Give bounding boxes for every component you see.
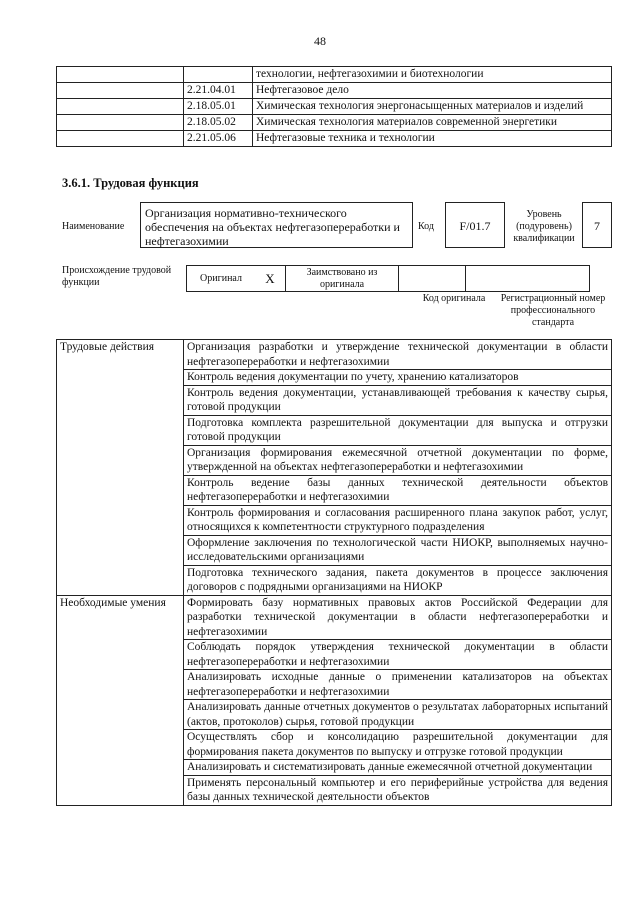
table-row [57, 131, 612, 147]
specialty-name: Нефтегазовые техника и технологии [253, 131, 612, 147]
skill-item: Анализировать и систематизировать данные ежемесячной отчетной документации [184, 760, 612, 776]
labor-actions-label: Трудовые действия [57, 340, 184, 596]
section-title: 3.6.1. Трудовая функция [62, 176, 199, 190]
specialty-name: Нефтегазовое дело [253, 83, 612, 99]
original-code-cell [399, 266, 466, 292]
labor-action-item: Оформление заключения по технологической части НИОКР, выполняемых научно-исследовательскими организациями [184, 535, 612, 565]
original-label: Оригинал [187, 266, 256, 292]
table-row [57, 83, 612, 99]
table-cell [57, 99, 184, 115]
labor-action-item: Подготовка технического задания, пакета документов в процессе заключения договоров с подрядными организациями на НИОКР [184, 565, 612, 595]
skills-label: Необходимые умения [57, 595, 184, 805]
labor-action-item: Контроль ведение базы данных технической деятельности объектов нефтегазопереработки и нефтегазохимии [184, 475, 612, 505]
labor-action-item: Организация формирования ежемесячной отчетной документации по форме, утвержденной на объектах нефтегазопереработки и нефтегазохимии [184, 445, 612, 475]
skill-item: Анализировать исходные данные о применении катализаторов на объектах нефтегазопереработки и нефтегазохимии [184, 670, 612, 700]
specialty-code: 2.18.05.02 [184, 115, 253, 131]
skill-item: Формировать базу нормативных правовых актов Российской Федерации для разработки технической документации в области нефтегазопереработки и нефтегазохимии [184, 595, 612, 640]
table-row [57, 115, 612, 131]
level-label: Уровень (подуровень) квалификации [513, 209, 575, 244]
function-code: F/01.7 [445, 202, 505, 248]
labor-action-item: Организация разработки и утверждение технической документации в области нефтегазопереработки и нефтегазохимии [184, 340, 612, 370]
table-row [57, 99, 612, 115]
table-row [187, 266, 590, 292]
skill-item: Осуществлять сбор и консолидацию разрешительной документации для формирования пакета документов по выпуску и отгрузке готовой продукции [184, 730, 612, 760]
table-cell [57, 67, 184, 83]
reg-number-cell [466, 266, 590, 292]
original-mark: X [255, 266, 286, 292]
specialty-code: 2.21.04.01 [184, 83, 253, 99]
qualification-level: 7 [582, 202, 612, 248]
specialty-name: Химическая технология материалов современной энергетики [253, 115, 612, 131]
reg-number-label: Регистрационный номер профессионального стандарта [500, 293, 606, 328]
labor-action-item: Подготовка комплекта разрешительной документации для выпуска и отгрузки готовой продукции [184, 415, 612, 445]
skill-item: Анализировать данные отчетных документов о результатах лабораторных испытаний (актов, протоколов) сырья, готовой продукции [184, 700, 612, 730]
labor-action-item: Контроль формирования и согласования расширенного плана закупок работ, услуг, относящихся к компетентности структурного подразделения [184, 505, 612, 535]
table-row [57, 595, 612, 640]
skill-item: Применять персональный компьютер и его периферийные устройства для ведения базы данных технической деятельности объектов [184, 775, 612, 805]
specialties-table [56, 66, 612, 147]
table-cell [57, 131, 184, 147]
specialty-code: 2.18.05.01 [184, 99, 253, 115]
code-label: Код [418, 221, 434, 232]
labor-action-item: Контроль ведения документации по учету, хранению катализаторов [184, 370, 612, 386]
page-number: 48 [314, 34, 326, 48]
specialty-code: 2.21.05.06 [184, 131, 253, 147]
labor-action-item: Контроль ведения документации, устанавливающей требования к качеству сырья, готовой продукции [184, 385, 612, 415]
borrowed-label: Заимствовано из оригинала [286, 266, 399, 292]
origin-label: Происхождение трудовой функции [62, 265, 172, 288]
function-details-table [56, 339, 612, 806]
origin-table [186, 265, 590, 292]
specialty-code [184, 67, 253, 83]
specialty-name: технологии, нефтегазохимии и биотехнологии [253, 67, 612, 83]
table-cell [57, 83, 184, 99]
name-label: Наименование [62, 221, 125, 232]
skill-item: Соблюдать порядок утверждения технической документации в области нефтегазопереработки и нефтегазохимии [184, 640, 612, 670]
function-name: Организация нормативно-технического обеспечения на объектах нефтегазопереработки и нефтегазохимии [140, 202, 413, 248]
table-cell [57, 115, 184, 131]
table-row [57, 67, 612, 83]
table-row [57, 340, 612, 370]
original-code-label: Код оригинала [422, 293, 486, 304]
specialty-name: Химическая технология энергонасыщенных материалов и изделий [253, 99, 612, 115]
